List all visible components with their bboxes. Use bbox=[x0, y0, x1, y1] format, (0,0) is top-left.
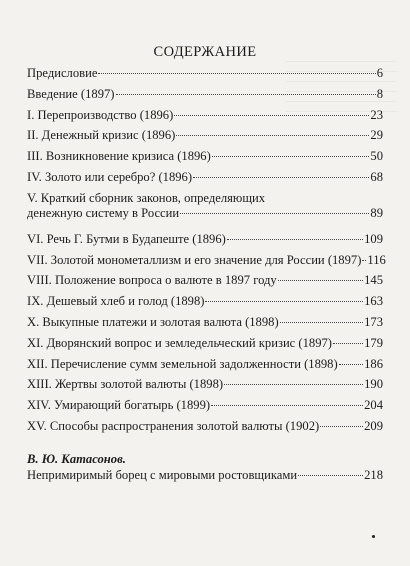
toc-entry-title: Непримиримый борец с мировыми ростовщиками bbox=[27, 467, 298, 482]
dot-leader bbox=[193, 177, 369, 178]
toc-entry-afterword[interactable] bbox=[27, 468, 383, 489]
toc-entry-title: VI. Речь Г. Бутми в Будапеште (1896) bbox=[27, 231, 226, 246]
toc-entry-chapter-6[interactable] bbox=[27, 232, 383, 253]
dot-leader bbox=[224, 384, 363, 385]
dot-leader bbox=[205, 301, 363, 302]
toc-entry-title: IX. Дешевый хлеб и голод (1898) bbox=[27, 294, 205, 309]
toc-entry-page: 186 bbox=[364, 356, 383, 371]
toc-entry-page: 179 bbox=[364, 335, 383, 350]
toc-entry-page: 116 bbox=[367, 252, 386, 267]
toc-entry-chapter-15[interactable] bbox=[27, 419, 383, 440]
toc-entry-chapter-7[interactable] bbox=[27, 252, 386, 274]
toc-entry-chapter-14[interactable] bbox=[27, 398, 383, 419]
dot-leader bbox=[227, 239, 363, 240]
dot-leader bbox=[320, 426, 363, 427]
toc-entry-chapter-1[interactable] bbox=[27, 108, 383, 129]
toc-entry-page: 173 bbox=[364, 314, 383, 329]
dot-leader bbox=[362, 260, 366, 261]
toc-entry-chapter-9[interactable] bbox=[27, 294, 383, 315]
toc-entry-introduction[interactable] bbox=[27, 87, 383, 108]
dot-leader bbox=[174, 115, 369, 116]
toc-entry-chapter-3[interactable] bbox=[27, 149, 383, 170]
toc-entry-page: 89 bbox=[370, 205, 383, 220]
toc-entry-title: IV. Золото или серебро? (1896) bbox=[27, 169, 193, 184]
toc-entry-title: XIV. Умирающий богатырь (1899) bbox=[27, 398, 211, 413]
toc-entry-title: II. Денежный кризис (1896) bbox=[27, 128, 176, 143]
toc-entry-page: 145 bbox=[364, 273, 383, 288]
toc-entry-page: 23 bbox=[370, 107, 383, 122]
toc-entry-page: 29 bbox=[370, 128, 383, 143]
dot-leader bbox=[280, 322, 363, 323]
toc-entry-title: XV. Способы распространения золотой валюты (1902) bbox=[27, 418, 320, 433]
toc-entry-title: Предисловие bbox=[27, 66, 98, 80]
toc-entry-preface[interactable] bbox=[27, 66, 383, 87]
page-title: СОДЕРЖАНИЕ bbox=[153, 44, 257, 60]
toc-entry-title: I. Перепроизводство (1896) bbox=[27, 107, 174, 122]
toc-entry-title: III. Возникновение кризиса (1896) bbox=[27, 149, 211, 164]
toc-entry-title: XII. Перечисление сумм земельной задолженности (1898) bbox=[27, 356, 338, 371]
toc-entry-chapter-11[interactable] bbox=[27, 336, 383, 357]
dot-leader bbox=[333, 343, 363, 344]
dot-leader bbox=[298, 475, 363, 476]
toc-entry-page: 8 bbox=[376, 86, 383, 101]
dot-leader bbox=[176, 135, 369, 136]
toc-entry-title: XIII. Жертвы золотой валюты (1898) bbox=[27, 377, 224, 392]
toc-entry-page: 204 bbox=[364, 398, 383, 413]
page-mark bbox=[372, 535, 375, 538]
toc-entry-title-continued: денежную систему в России bbox=[27, 205, 180, 220]
author-name: В. Ю. Катасонов. bbox=[27, 451, 126, 466]
toc-entry-title: X. Выкупные платежи и золотая валюта (1898) bbox=[27, 314, 279, 329]
toc-entry-chapter-10[interactable] bbox=[27, 315, 383, 336]
dot-leader bbox=[98, 73, 375, 74]
table-of-contents bbox=[27, 66, 386, 489]
toc-entry-chapter-5[interactable] bbox=[27, 191, 383, 232]
toc-entry-page: 209 bbox=[364, 418, 383, 433]
toc-entry-page: 6 bbox=[376, 66, 383, 80]
toc-entry-chapter-13[interactable] bbox=[27, 377, 383, 398]
dot-leader bbox=[211, 405, 363, 406]
toc-entry-title: Введение (1897) bbox=[27, 86, 115, 101]
toc-entry-title: XI. Дворянский вопрос и земледельческий кризис (1897) bbox=[27, 335, 332, 350]
dot-leader bbox=[278, 280, 363, 281]
toc-entry-page: 218 bbox=[364, 467, 383, 482]
toc-entry-chapter-12[interactable] bbox=[27, 357, 383, 378]
toc-entry-page: 50 bbox=[370, 149, 383, 164]
dot-leader bbox=[116, 94, 376, 95]
dot-leader bbox=[212, 156, 370, 157]
toc-entry-title: V. Краткий сборник законов, определяющих bbox=[27, 190, 266, 205]
toc-entry-page: 109 bbox=[364, 231, 383, 246]
toc-entry-chapter-2[interactable] bbox=[27, 128, 383, 149]
toc-entry-chapter-4[interactable] bbox=[27, 170, 383, 191]
dot-leader bbox=[339, 364, 363, 365]
toc-entry-title: VII. Золотой монометаллизм и его значение для России (1897) bbox=[27, 252, 362, 267]
toc-entry-page: 163 bbox=[364, 294, 383, 309]
toc-entry-page: 68 bbox=[370, 169, 383, 184]
dot-leader bbox=[180, 213, 369, 214]
toc-entry-chapter-8[interactable] bbox=[27, 273, 383, 294]
toc-entry-title: VIII. Положение вопроса о валюте в 1897 году bbox=[27, 273, 277, 288]
toc-entry-page: 190 bbox=[364, 377, 383, 392]
